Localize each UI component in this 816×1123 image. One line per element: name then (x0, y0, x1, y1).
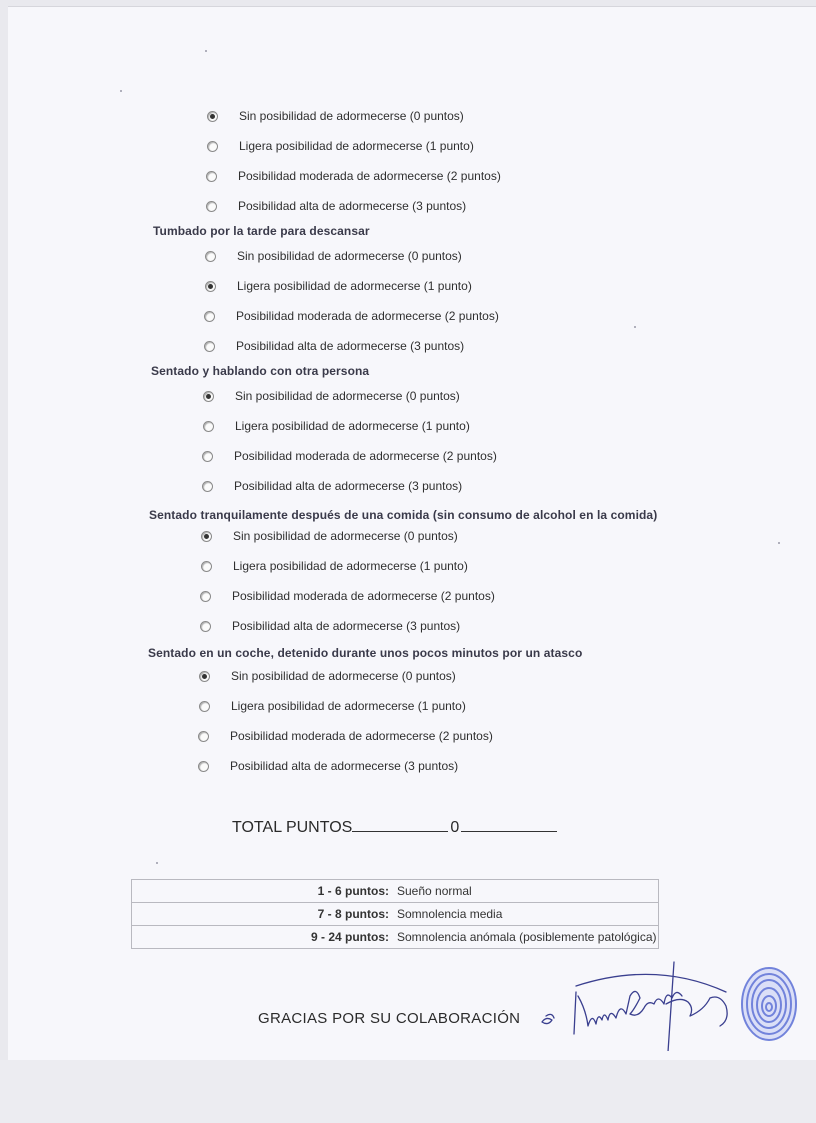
radio-label: Ligera posibilidad de adormecerse (1 punto) (237, 279, 472, 293)
radio-button-checked[interactable] (199, 671, 210, 682)
radio-label: Sin posibilidad de adormecerse (0 puntos) (231, 669, 456, 683)
radio-label: Posibilidad moderada de adormecerse (2 puntos) (230, 729, 493, 743)
radio-button[interactable] (206, 171, 217, 182)
total-label: TOTAL PUNTOS (232, 819, 353, 836)
score-description: Sueño normal (397, 880, 659, 903)
scan-speck (205, 50, 207, 52)
radio-label: Sin posibilidad de adormecerse (0 puntos) (237, 249, 462, 263)
score-range: 9 - 24 puntos: (132, 926, 398, 949)
radio-button-checked[interactable] (201, 531, 212, 542)
radio-button[interactable] (202, 451, 213, 462)
total-line-right (461, 817, 557, 832)
score-range: 7 - 8 puntos: (132, 903, 398, 926)
radio-button[interactable] (204, 311, 215, 322)
table-row (132, 903, 659, 926)
radio-button-checked[interactable] (205, 281, 216, 292)
radio-button[interactable] (207, 141, 218, 152)
radio-button[interactable] (204, 341, 215, 352)
radio-label: Posibilidad moderada de adormecerse (2 puntos) (238, 169, 501, 183)
radio-button[interactable] (206, 201, 217, 212)
radio-button[interactable] (200, 621, 211, 632)
radio-label: Sin posibilidad de adormecerse (0 puntos) (233, 529, 458, 543)
radio-button[interactable] (200, 591, 211, 602)
radio-label: Ligera posibilidad de adormecerse (1 punto) (231, 699, 466, 713)
radio-button[interactable] (203, 421, 214, 432)
score-description: Somnolencia media (397, 903, 659, 926)
radio-button[interactable] (198, 731, 209, 742)
radio-label: Ligera posibilidad de adormecerse (1 punto) (235, 419, 470, 433)
score-range: 1 - 6 puntos: (132, 880, 398, 903)
total-points (232, 817, 557, 837)
table-row (132, 926, 659, 949)
radio-button[interactable] (201, 561, 212, 572)
thanks-text: GRACIAS POR SU COLABORACIÓN (258, 1010, 521, 1027)
radio-label: Ligera posibilidad de adormecerse (1 punto) (239, 139, 474, 153)
radio-button[interactable] (202, 481, 213, 492)
table-row (132, 880, 659, 903)
radio-button[interactable] (205, 251, 216, 262)
scan-margin (0, 1060, 816, 1123)
scan-speck (778, 542, 780, 544)
question-heading: Tumbado por la tarde para descansar (153, 224, 370, 238)
radio-label: Sin posibilidad de adormecerse (0 puntos) (239, 109, 464, 123)
radio-label: Posibilidad alta de adormecerse (3 puntos) (236, 339, 465, 353)
radio-button-checked[interactable] (207, 111, 218, 122)
radio-label: Posibilidad alta de adormecerse (3 puntos) (230, 759, 459, 773)
radio-label: Sin posibilidad de adormecerse (0 puntos) (235, 389, 460, 403)
radio-button-checked[interactable] (203, 391, 214, 402)
radio-label: Posibilidad alta de adormecerse (3 puntos) (238, 199, 467, 213)
score-description: Somnolencia anómala (posiblemente patológica) (397, 926, 659, 949)
radio-button[interactable] (198, 761, 209, 772)
total-line-left (352, 817, 448, 832)
radio-label: Posibilidad moderada de adormecerse (2 puntos) (236, 309, 499, 323)
radio-label: Posibilidad alta de adormecerse (3 puntos) (234, 479, 463, 493)
radio-label: Ligera posibilidad de adormecerse (1 punto) (233, 559, 468, 573)
radio-label: Posibilidad alta de adormecerse (3 puntos) (232, 619, 461, 633)
total-value: 0 (450, 819, 460, 836)
scan-speck (120, 90, 122, 92)
question-heading: Sentado tranquilamente después de una comida (sin consumo de alcohol en la comida) (149, 508, 658, 522)
scan-speck (156, 862, 158, 864)
question-heading: Sentado y hablando con otra persona (151, 364, 370, 378)
question-heading: Sentado en un coche, detenido durante unos pocos minutos por un atasco (148, 646, 583, 660)
score-table (131, 879, 659, 949)
signature (536, 956, 736, 1051)
radio-label: Posibilidad moderada de adormecerse (2 puntos) (234, 449, 497, 463)
radio-button[interactable] (199, 701, 210, 712)
fingerprint-icon (740, 964, 800, 1044)
scan-speck (634, 326, 636, 328)
radio-label: Posibilidad moderada de adormecerse (2 puntos) (232, 589, 495, 603)
